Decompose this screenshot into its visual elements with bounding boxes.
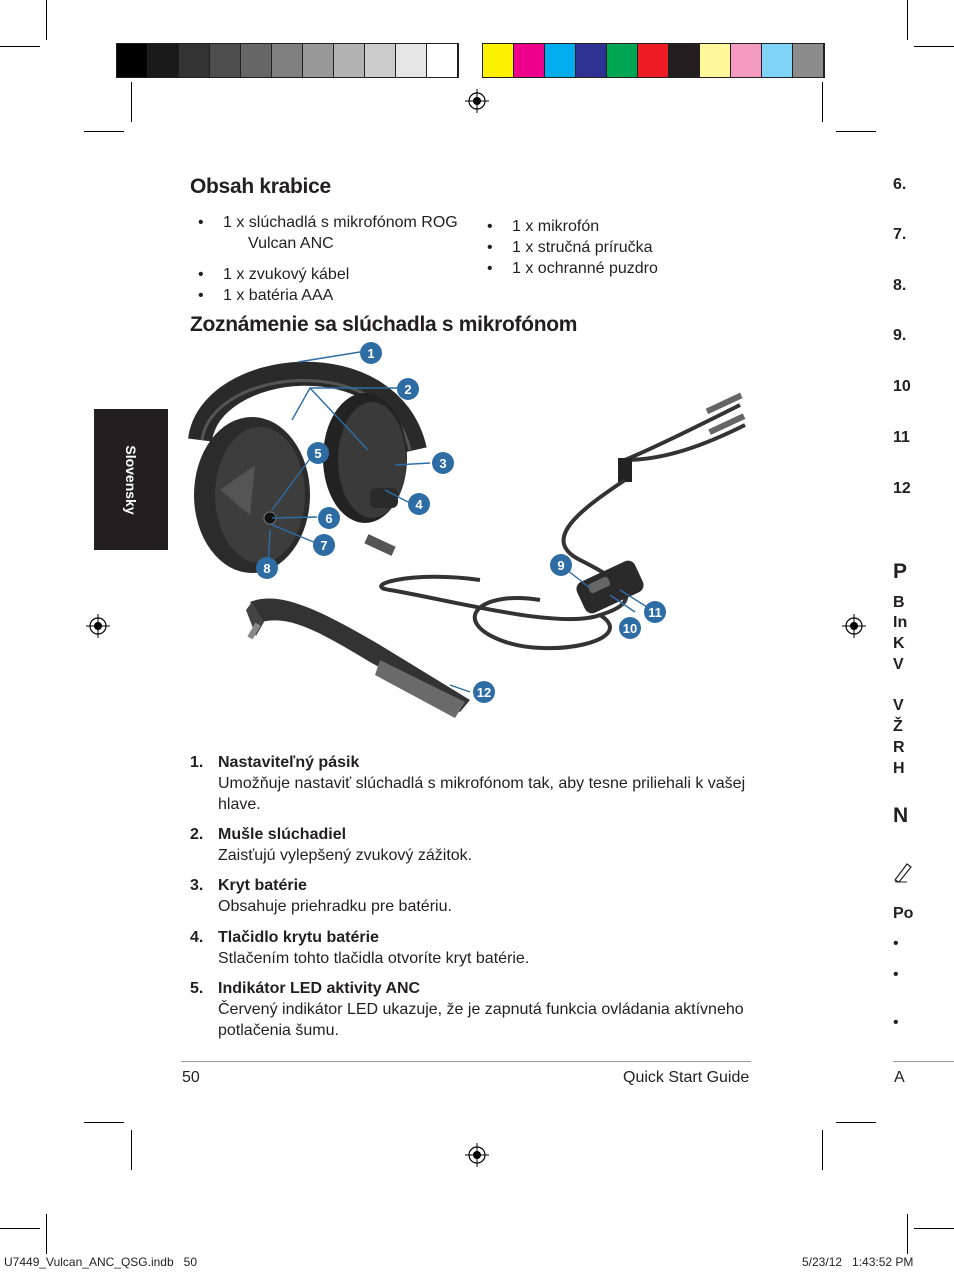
list-item: • 1 x mikrofón (487, 216, 747, 237)
list-item: • 1 x stručná príručka (487, 237, 747, 258)
next-page-text: In (893, 614, 908, 631)
next-page-text: V (893, 697, 904, 714)
crop-mark (822, 82, 823, 122)
crop-mark (131, 1130, 132, 1170)
next-page-text: H (893, 760, 905, 777)
process-color-bar (482, 43, 825, 78)
callout-7: 7 (313, 534, 335, 556)
gray-swatch (334, 44, 365, 77)
list-item: • 1 x batéria AAA (198, 285, 468, 306)
callout-5: 5 (307, 442, 329, 464)
callout-10: 10 (619, 617, 641, 639)
next-page-text: B (893, 594, 905, 611)
next-page-footer: A (894, 1069, 905, 1086)
crop-mark (836, 131, 876, 132)
registration-mark-icon (842, 614, 866, 638)
item-5: 5. Indikátor LED aktivity ANC Červený indikátor LED ukazuje, že je zapnutá funkcia ovládania aktívneho potlačenia šumu. (190, 980, 744, 1039)
callout-2: 2 (397, 378, 419, 400)
process-swatch (514, 44, 545, 77)
next-page-bullet: • (893, 1014, 899, 1031)
box-contents-heading: Obsah krabice (190, 175, 331, 198)
next-page-text: 12 (893, 480, 911, 497)
crop-mark (907, 0, 908, 40)
gray-color-bar (116, 43, 459, 78)
next-page-text: 8. (893, 277, 907, 294)
next-page-text: 7. (893, 226, 907, 243)
item-3: 3. Kryt batérie Obsahuje priehradku pre batériu. (190, 877, 452, 915)
next-page-bullet: • (893, 935, 899, 952)
pen-note-icon (893, 858, 913, 884)
item-1: 1. Nastaviteľný pásik Umožňuje nastaviť slúchadlá s mikrofónom tak, aby tesne priliehali k vašej hlave. (190, 754, 746, 813)
box-contents-list-right (487, 216, 747, 279)
callout-1: 1 (360, 342, 382, 364)
next-page-text: 10 (893, 378, 911, 395)
process-swatch (576, 44, 607, 77)
crop-mark (131, 82, 132, 122)
crop-mark (907, 1214, 908, 1254)
box-contents-list-left (198, 212, 468, 306)
callout-12: 12 (473, 681, 495, 703)
crop-mark (46, 0, 47, 40)
gray-swatch (303, 44, 334, 77)
overview-heading: Zoznámenie sa slúchadla s mikrofónom (190, 313, 578, 336)
footer-rule-next (893, 1061, 954, 1062)
gray-swatch (179, 44, 210, 77)
process-swatch (545, 44, 576, 77)
callout-6: 6 (318, 507, 340, 529)
next-page-heading: P (893, 560, 908, 583)
process-swatch (731, 44, 762, 77)
gray-swatch (241, 44, 272, 77)
callout-8: 8 (256, 557, 278, 579)
process-swatch (607, 44, 638, 77)
process-swatch (762, 44, 793, 77)
item-2: 2. Mušle slúchadiel Zaisťujú vylepšený zvukový zážitok. (190, 826, 473, 864)
crop-mark (914, 1228, 954, 1229)
language-label: Slovensky (123, 444, 139, 515)
callout-9: 9 (550, 554, 572, 576)
crop-mark (0, 1228, 40, 1229)
next-page-bullet: • (893, 966, 899, 983)
next-page-text: Po (893, 905, 914, 922)
gray-swatch (148, 44, 179, 77)
callout-3: 3 (432, 452, 454, 474)
next-page-text: 11 (893, 429, 910, 446)
crop-mark (822, 1130, 823, 1170)
list-item: • 1 x zvukový kábel (198, 264, 468, 285)
process-swatch (669, 44, 700, 77)
next-page-text: 6. (893, 176, 907, 193)
crop-mark (0, 46, 40, 47)
registration-mark-icon (86, 614, 110, 638)
slug-date: 5/23/12 1:43:52 PM (802, 1255, 914, 1269)
registration-mark-icon (465, 1143, 489, 1167)
gray-swatch (117, 44, 148, 77)
language-side-tab (94, 409, 168, 550)
process-swatch (793, 44, 824, 77)
next-page-text: K (893, 635, 905, 652)
item-4: 4. Tlačidlo krytu batérie Stlačením tohto tlačidla otvoríte kryt batérie. (190, 929, 530, 967)
callout-11: 11 (644, 601, 666, 623)
gray-swatch (365, 44, 396, 77)
slug-file-info: U7449_Vulcan_ANC_QSG.indb 50 (4, 1255, 198, 1269)
process-swatch (638, 44, 669, 77)
crop-mark (836, 1122, 876, 1123)
next-page-text: Ž (893, 718, 903, 735)
next-page-heading: N (893, 804, 909, 827)
next-page-text: V (893, 656, 904, 673)
crop-mark (914, 46, 954, 47)
list-item: • 1 x ochranné puzdro (487, 258, 747, 279)
gray-swatch (427, 44, 458, 77)
page-number: 50 (182, 1069, 200, 1086)
callout-4: 4 (408, 493, 430, 515)
gray-swatch (210, 44, 241, 77)
next-page-text: 9. (893, 327, 907, 344)
process-swatch (483, 44, 514, 77)
crop-mark (84, 1122, 124, 1123)
gray-swatch (272, 44, 303, 77)
crop-mark (46, 1214, 47, 1254)
registration-mark-icon (465, 89, 489, 113)
next-page-text: R (893, 739, 905, 756)
footer-rule (181, 1061, 751, 1062)
list-item: • 1 x slúchadlá s mikrofónom ROG Vulcan ANC (198, 212, 468, 254)
guide-title: Quick Start Guide (623, 1069, 750, 1086)
gray-swatch (396, 44, 427, 77)
process-swatch (700, 44, 731, 77)
crop-mark (84, 131, 124, 132)
headset-illustration (180, 340, 760, 740)
